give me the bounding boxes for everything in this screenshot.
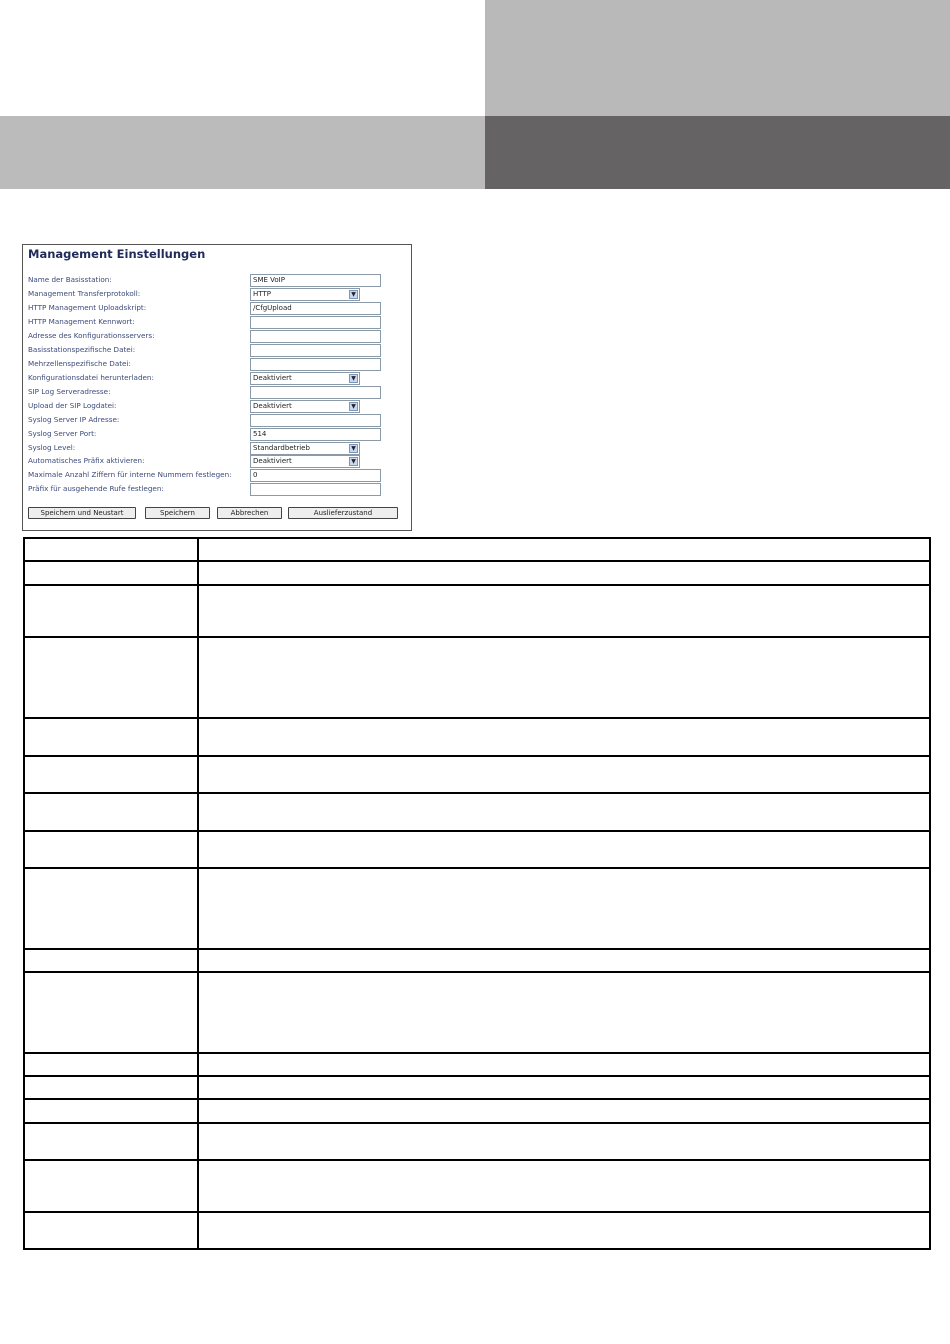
field-label: Basisstationspezifische Datei:	[28, 345, 136, 354]
field-label: Management Transferprotokoll:	[28, 289, 141, 298]
field-label: SIP Log Serveradresse:	[28, 387, 111, 396]
table-row	[25, 1077, 929, 1100]
table-row	[25, 562, 929, 586]
sip-log-upload-select[interactable]	[250, 400, 360, 413]
field-label: Syslog Server Port:	[28, 429, 97, 438]
base-station-name-input[interactable]: SME VoIP	[250, 274, 381, 287]
base-station-file-input[interactable]	[250, 344, 381, 357]
upload-script-input[interactable]: /CfgUpload	[250, 302, 381, 315]
field-row-base-station-name	[23, 274, 411, 287]
field-label: Syslog Server IP Adresse:	[28, 415, 120, 424]
field-row-syslog-port	[23, 428, 411, 441]
field-row-upload-script	[23, 302, 411, 315]
table-row	[25, 586, 929, 638]
header-block-bottom-left	[0, 116, 485, 189]
field-row-config-download	[23, 372, 411, 385]
field-row-max-digits	[23, 469, 411, 482]
field-row-auto-prefix	[23, 455, 411, 468]
field-label: HTTP Management Kennwort:	[28, 317, 135, 326]
config-server-input[interactable]	[250, 330, 381, 343]
select-value: Deaktiviert	[253, 374, 292, 382]
management-settings-panel	[22, 244, 412, 531]
field-label: Syslog Level:	[28, 443, 76, 452]
field-label: Konfigurationsdatei herunterladen:	[28, 373, 154, 382]
syslog-level-select[interactable]	[250, 442, 360, 455]
transfer-protocol-select[interactable]	[250, 288, 360, 301]
field-label: Mehrzellenspezifische Datei:	[28, 359, 131, 368]
field-label: Upload der SIP Logdatei:	[28, 401, 117, 410]
field-row-config-server	[23, 330, 411, 343]
field-row-transfer-protocol	[23, 288, 411, 301]
header-block-top-right	[485, 0, 950, 116]
max-digits-input[interactable]: 0	[250, 469, 381, 482]
cancel-button[interactable]: Abbrechen	[217, 507, 282, 519]
table-row	[25, 973, 929, 1054]
chevron-down-icon: ▼	[349, 444, 358, 453]
table-row	[25, 1213, 929, 1248]
field-label: Maximale Anzahl Ziffern für interne Nummern festlegen:	[28, 470, 232, 479]
table-row	[25, 869, 929, 950]
select-value: Deaktiviert	[253, 457, 292, 465]
factory-reset-button[interactable]: Auslieferzustand	[288, 507, 398, 519]
table-row	[25, 1124, 929, 1161]
table-row	[25, 1161, 929, 1213]
field-label: Automatisches Präfix aktivieren:	[28, 456, 145, 465]
table-row	[25, 794, 929, 832]
table-row	[25, 1100, 929, 1124]
select-value: Deaktiviert	[253, 402, 292, 410]
syslog-ip-input[interactable]	[250, 414, 381, 427]
chevron-down-icon: ▼	[349, 402, 358, 411]
panel-title: Management Einstellungen	[28, 247, 206, 261]
auto-prefix-select[interactable]	[250, 455, 360, 468]
field-row-syslog-ip	[23, 414, 411, 427]
field-row-sip-log-upload	[23, 400, 411, 413]
outgoing-prefix-input[interactable]	[250, 483, 381, 496]
table-row	[25, 832, 929, 869]
field-row-base-station-file	[23, 344, 411, 357]
table-row	[25, 539, 929, 562]
sip-log-server-input[interactable]	[250, 386, 381, 399]
field-row-syslog-level	[23, 442, 411, 455]
field-row-management-password	[23, 316, 411, 329]
chevron-down-icon: ▼	[349, 290, 358, 299]
table-row	[25, 1054, 929, 1077]
table-row	[25, 950, 929, 973]
table-row	[25, 719, 929, 757]
chevron-down-icon: ▼	[349, 374, 358, 383]
syslog-port-input[interactable]: 514	[250, 428, 381, 441]
field-row-sip-log-server	[23, 386, 411, 399]
field-label: Name der Basisstation:	[28, 275, 112, 284]
config-download-select[interactable]	[250, 372, 360, 385]
table-row	[25, 757, 929, 794]
field-label: Präfix für ausgehende Rufe festlegen:	[28, 484, 164, 493]
management-password-input[interactable]	[250, 316, 381, 329]
field-label: HTTP Management Uploadskript:	[28, 303, 147, 312]
chevron-down-icon: ▼	[349, 457, 358, 466]
multicell-file-input[interactable]	[250, 358, 381, 371]
table-row	[25, 638, 929, 719]
select-value: HTTP	[253, 290, 271, 298]
save-button[interactable]: Speichern	[145, 507, 210, 519]
field-row-outgoing-prefix	[23, 483, 411, 496]
settings-description-table	[23, 537, 931, 1250]
save-and-restart-button[interactable]: Speichern und Neustart	[28, 507, 136, 519]
field-row-multicell-file	[23, 358, 411, 371]
header-block-bottom-right	[485, 116, 950, 189]
select-value: Standardbetrieb	[253, 444, 310, 452]
field-label: Adresse des Konfigurationsservers:	[28, 331, 155, 340]
